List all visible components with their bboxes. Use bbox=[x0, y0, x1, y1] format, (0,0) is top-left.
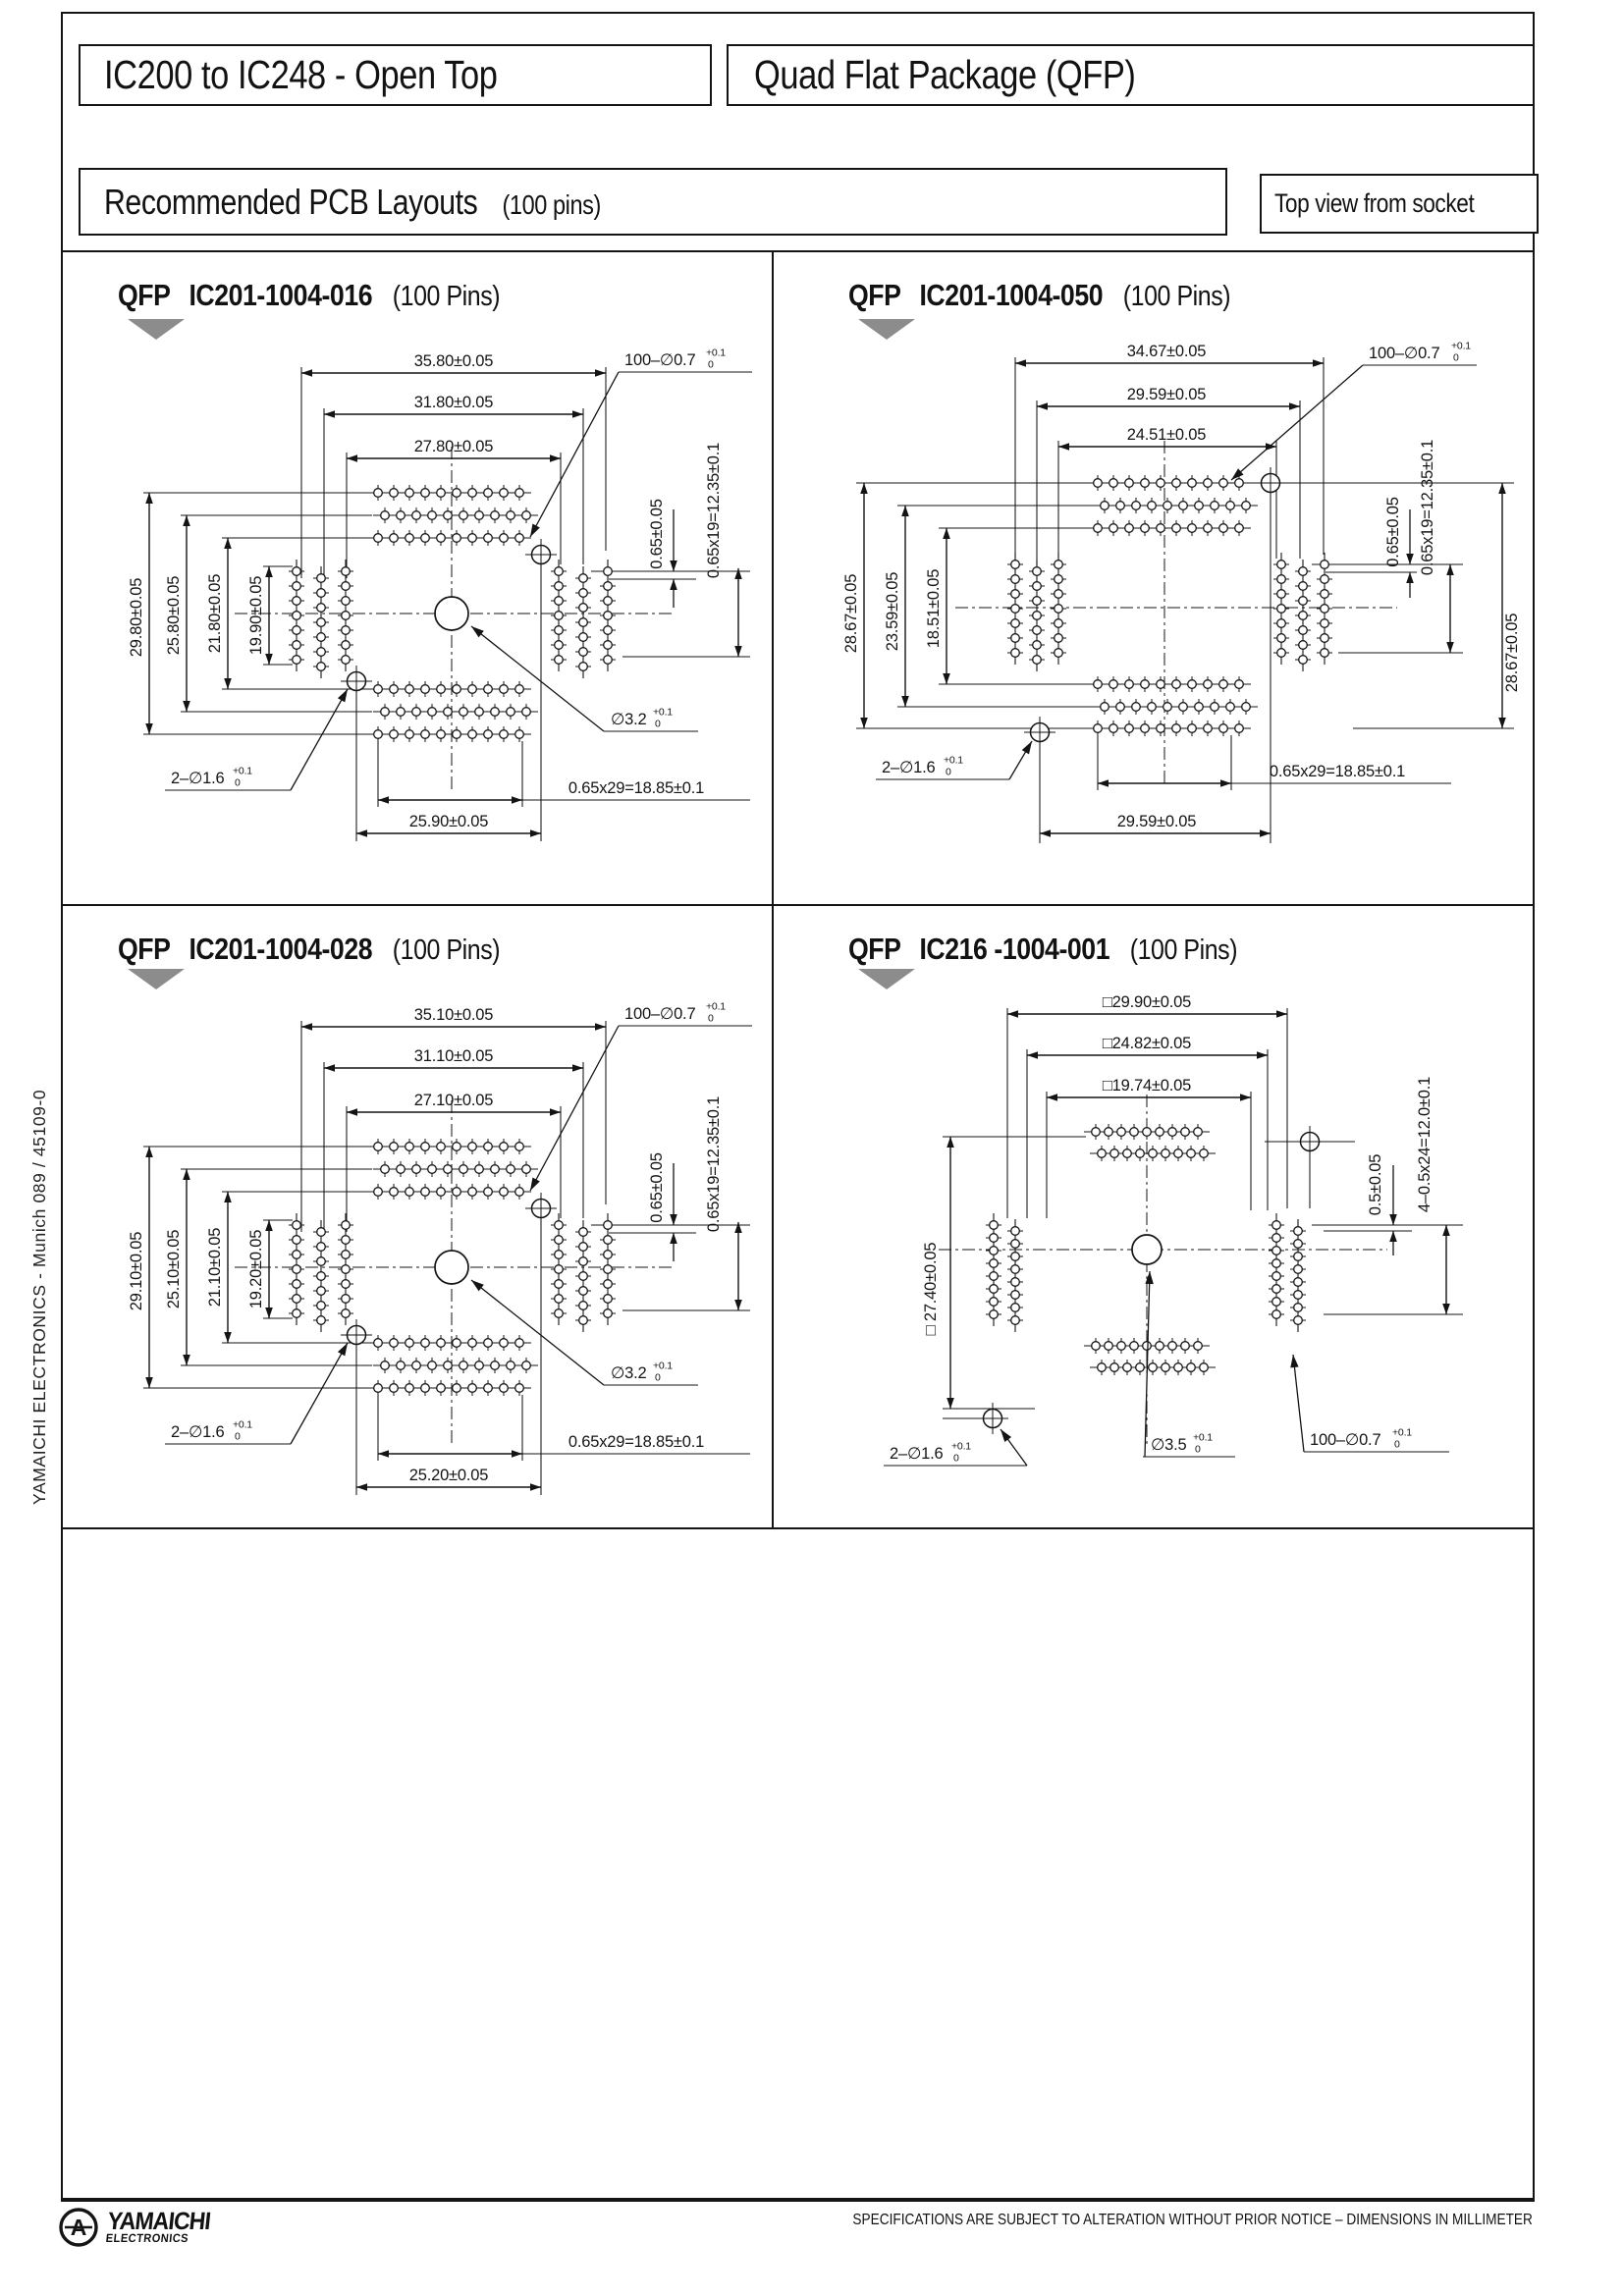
dim-label: 25.10±0.05 bbox=[165, 1229, 183, 1309]
dim-label: 21.80±0.05 bbox=[206, 573, 224, 654]
dim-label: 100–∅0.7 bbox=[1369, 345, 1440, 362]
tolerance-hi-label: +0.1 bbox=[233, 765, 252, 777]
footer-note: SPECIFICATIONS ARE SUBJECT TO ALTERATION WITHOUT PRIOR NOTICE – DIMENSIONS IN MILLIMETER bbox=[852, 2212, 1533, 2228]
yamaichi-logo-icon bbox=[57, 2206, 100, 2249]
dim-label: 29.59±0.05 bbox=[1116, 813, 1197, 830]
view-note: Top view from socket bbox=[1274, 188, 1475, 218]
tolerance-hi-label: +0.1 bbox=[233, 1418, 252, 1431]
page-title: IC200 to IC248 - Open Top bbox=[104, 52, 498, 97]
diagram-pin-count: (100 Pins) bbox=[1129, 934, 1238, 966]
dim-label: 19.90±0.05 bbox=[247, 575, 265, 656]
tolerance-hi-label: +0.1 bbox=[706, 347, 726, 359]
diagram-qfp-ic201-1004-028 bbox=[63, 906, 772, 1527]
dim-label: 28.67±0.05 bbox=[842, 573, 860, 654]
dim-label: □29.90±0.05 bbox=[1102, 993, 1192, 1011]
dim-label: 18.51±0.05 bbox=[925, 568, 943, 649]
dim-label: 100–∅0.7 bbox=[624, 1005, 696, 1023]
diagram-pin-count: (100 Pins) bbox=[392, 281, 501, 312]
tolerance-lo-label: 0 bbox=[1453, 351, 1459, 364]
diagram-family: QFP bbox=[848, 278, 901, 312]
dim-label: 19.20±0.05 bbox=[247, 1229, 265, 1309]
tolerance-lo-label: 0 bbox=[708, 1012, 714, 1025]
dim-label: 2–∅1.6 bbox=[882, 759, 936, 776]
diagram-pin-count: (100 Pins) bbox=[392, 934, 501, 966]
dim-label: □19.74±0.05 bbox=[1102, 1077, 1192, 1095]
dim-label: 23.59±0.05 bbox=[884, 571, 901, 652]
dim-label: 4–0.5x24=12.0±0.1 bbox=[1416, 1076, 1434, 1213]
dim-label: 31.80±0.05 bbox=[413, 394, 494, 411]
dim-label: 0.65x19=12.35±0.1 bbox=[705, 1095, 723, 1233]
dim-label: ∅3.2 bbox=[611, 1364, 647, 1382]
subtitle-box bbox=[79, 168, 1227, 236]
dim-label: 25.80±0.05 bbox=[165, 575, 183, 656]
diagram-part-number: IC201-1004-028 bbox=[189, 932, 373, 966]
dim-label: 25.20±0.05 bbox=[408, 1467, 489, 1484]
package-title: Quad Flat Package (QFP) bbox=[754, 52, 1136, 97]
diagram-family: QFP bbox=[118, 932, 171, 966]
diagram-part-number: IC201-1004-050 bbox=[919, 278, 1104, 312]
tolerance-hi-label: +0.1 bbox=[1392, 1426, 1412, 1439]
dim-label: 0.5±0.05 bbox=[1367, 1153, 1384, 1216]
dim-label: 0.65x19=12.35±0.1 bbox=[1419, 439, 1436, 576]
dim-label: 0.65x29=18.85±0.1 bbox=[568, 1433, 705, 1451]
subtitle: Recommended PCB Layouts bbox=[104, 181, 478, 222]
grid-bottom-line bbox=[61, 1527, 1535, 1529]
diagram-family: QFP bbox=[118, 278, 171, 312]
tolerance-lo-label: 0 bbox=[946, 766, 951, 778]
dim-label: 2–∅1.6 bbox=[890, 1445, 944, 1463]
sidebar-imprint: YAMAICHI ELECTRONICS - Munich 089 / 45109-0 bbox=[29, 1089, 49, 1505]
frame-top bbox=[61, 12, 1535, 14]
footer-note-wrap bbox=[760, 2212, 1533, 2229]
view-note-box bbox=[1260, 174, 1539, 234]
subtitle-note: (100 pins) bbox=[502, 188, 601, 220]
dim-label: 0.65x29=18.85±0.1 bbox=[1269, 763, 1406, 780]
dim-label: 0.65x29=18.85±0.1 bbox=[568, 779, 705, 797]
tolerance-lo-label: 0 bbox=[235, 776, 241, 789]
pcb-layout-drawing bbox=[774, 252, 1533, 904]
pointer-triangle-icon bbox=[128, 969, 185, 989]
dim-label: 24.51±0.05 bbox=[1126, 426, 1207, 444]
diagram-family: QFP bbox=[848, 932, 901, 966]
dim-label: 2–∅1.6 bbox=[171, 770, 225, 787]
tolerance-lo-label: 0 bbox=[655, 1371, 661, 1384]
tolerance-hi-label: +0.1 bbox=[1193, 1431, 1213, 1444]
diagram-qfp-ic201-1004-016 bbox=[63, 252, 772, 904]
tolerance-lo-label: 0 bbox=[655, 718, 661, 730]
dim-label: 29.80±0.05 bbox=[128, 577, 145, 658]
dim-label: 21.10±0.05 bbox=[206, 1227, 224, 1308]
dim-label: 27.10±0.05 bbox=[413, 1092, 494, 1109]
pcb-layout-drawing bbox=[774, 906, 1533, 1527]
dim-label: 35.10±0.05 bbox=[413, 1006, 494, 1024]
tolerance-hi-label: +0.1 bbox=[706, 1000, 726, 1013]
dim-label: □24.82±0.05 bbox=[1102, 1035, 1192, 1052]
dim-label: 100–∅0.7 bbox=[1310, 1431, 1381, 1449]
dim-label: 100–∅0.7 bbox=[624, 351, 696, 369]
dim-label: 29.59±0.05 bbox=[1126, 386, 1207, 403]
diagram-part-number: IC216 -1004-001 bbox=[919, 932, 1110, 966]
dim-label: 28.67±0.05 bbox=[1503, 613, 1521, 693]
yamaichi-logo bbox=[57, 2206, 218, 2249]
dim-label: 27.80±0.05 bbox=[413, 438, 494, 455]
dim-label: 0.65±0.05 bbox=[648, 499, 666, 569]
diagram-pin-count: (100 Pins) bbox=[1122, 281, 1231, 312]
tolerance-hi-label: +0.1 bbox=[653, 1360, 673, 1372]
title-box-left bbox=[79, 44, 712, 106]
diagram-part-number: IC201-1004-016 bbox=[189, 278, 373, 312]
dim-label: 34.67±0.05 bbox=[1126, 343, 1207, 360]
dim-label: 0.65±0.05 bbox=[648, 1152, 666, 1223]
tolerance-lo-label: 0 bbox=[708, 358, 714, 371]
pcb-layout-drawing bbox=[63, 252, 772, 904]
dim-label: □ 27.40±0.05 bbox=[922, 1242, 940, 1336]
tolerance-hi-label: +0.1 bbox=[944, 754, 963, 767]
tolerance-lo-label: 0 bbox=[235, 1430, 241, 1443]
dim-label: 2–∅1.6 bbox=[171, 1423, 225, 1441]
tolerance-hi-label: +0.1 bbox=[951, 1440, 971, 1453]
logo-name: YAMAICHI bbox=[106, 2208, 212, 2235]
dim-label: 0.65±0.05 bbox=[1384, 497, 1402, 567]
dim-label: 0.65x19=12.35±0.1 bbox=[705, 442, 723, 579]
frame-right bbox=[1533, 12, 1535, 2201]
title-box-right bbox=[727, 44, 1535, 106]
tolerance-lo-label: 0 bbox=[1394, 1438, 1400, 1451]
tolerance-hi-label: +0.1 bbox=[1451, 340, 1471, 352]
svg-text:A: A bbox=[70, 2215, 87, 2240]
diagram-qfp-ic201-1004-050 bbox=[774, 252, 1533, 904]
pointer-triangle-icon bbox=[858, 969, 915, 989]
tolerance-lo-label: 0 bbox=[1195, 1443, 1201, 1456]
dim-label: ∅3.5 bbox=[1151, 1436, 1187, 1454]
tolerance-hi-label: +0.1 bbox=[653, 706, 673, 719]
dim-label: 29.10±0.05 bbox=[128, 1231, 145, 1311]
dim-label: 35.80±0.05 bbox=[413, 352, 494, 370]
tolerance-lo-label: 0 bbox=[953, 1452, 959, 1465]
dim-label: ∅3.2 bbox=[611, 711, 647, 728]
dim-label: 31.10±0.05 bbox=[413, 1047, 494, 1065]
pointer-triangle-icon bbox=[858, 319, 915, 340]
frame-bottom bbox=[61, 2198, 1535, 2202]
dim-label: 25.90±0.05 bbox=[408, 813, 489, 830]
logo-subname: ELECTRONICS bbox=[105, 2231, 189, 2245]
pointer-triangle-icon bbox=[128, 319, 185, 340]
pcb-layout-drawing bbox=[63, 906, 772, 1527]
diagram-qfp-ic216-1004-001 bbox=[774, 906, 1533, 1527]
